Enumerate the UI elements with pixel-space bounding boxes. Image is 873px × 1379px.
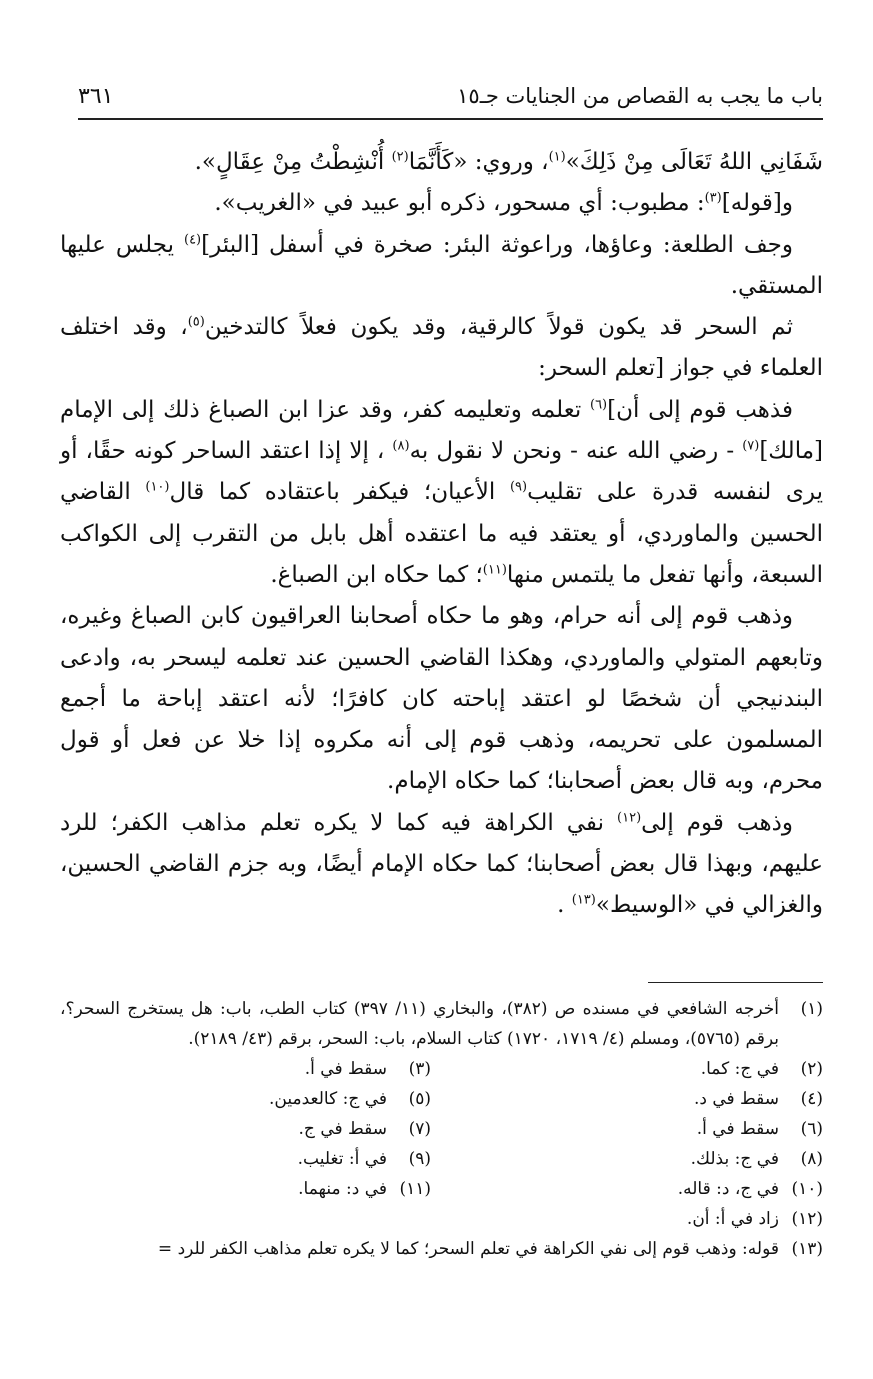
footnote-number: (١) (800, 999, 823, 1019)
footnote-text: في ج، د: قاله. (677, 1179, 779, 1199)
text-run: ، إلا إذا اعتقد الساحر كونه حقًا، أو يرى لنفسه قدرة على تقليب (60, 438, 824, 506)
text-run: و[قوله] (721, 190, 793, 217)
footnote-ref: (١١) (482, 562, 507, 578)
footnote-separator (648, 982, 823, 983)
footnote-ref: (٦) (589, 397, 608, 413)
text-run: - رضي الله عنه - ونحن لا نقول به (409, 438, 743, 465)
footnote-item (60, 1054, 431, 1084)
footnote-ref: (٢) (391, 149, 409, 165)
footnote-number: (٦) (800, 1119, 823, 1139)
page-number: ٣٦١ (78, 84, 114, 109)
text-run: القاضي الحسين والماوردي، أو يعتقد فيه ما اعتقده أهل بابل من التقرب إلى الكواكب السبعة، وأنها تفعل ما يلتمس منها (60, 479, 823, 588)
text-run: . (557, 892, 572, 919)
footnote-ref: (٤) (183, 231, 202, 247)
footnote-item (431, 1174, 823, 1204)
text-run: يجلس عليها المستقي. (60, 231, 823, 299)
main-text (60, 142, 823, 927)
footnote-item (60, 1114, 431, 1144)
footnote-item (60, 1084, 431, 1114)
footnote-item (60, 1144, 431, 1174)
footnote-text: سقط في أ. (696, 1119, 779, 1139)
footnote-number: (٧) (408, 1119, 431, 1139)
footnote-ref: (٣) (704, 190, 722, 206)
paragraph (60, 142, 823, 183)
footnote-ref: (١٠) (145, 479, 170, 495)
footnote-text: في ج: كما. (700, 1059, 779, 1079)
text-run: وذهب قوم إلى (641, 809, 793, 836)
footnote-text: سقط في ج. (298, 1119, 387, 1139)
paragraph (60, 390, 823, 596)
footnote-number: (٥) (408, 1089, 431, 1109)
footnote-item (60, 1204, 431, 1234)
footnote-ref: (٥) (187, 314, 205, 330)
footnote-number: (٣) (408, 1059, 431, 1079)
footnote-item (431, 1084, 823, 1114)
footnote-text: قوله: وذهب قوم إلى نفي الكراهة في تعلم السحر؛ كما لا يكره تعلم مذاهب الكفر للرد = (157, 1239, 779, 1259)
footnote-1 (60, 994, 823, 1054)
footnote-text: أخرجه الشافعي في مسنده ص (٣٨٢)، والبخاري (١١/ ٣٩٧) كتاب الطب، باب: هل يستخرج السحر؟، برقم (٥٧٦٥)، ومسلم (٤/ ١٧١٩، ١٧٢٠) كتاب السلام، باب: السحر، برقم (٤٣/ ٢١٨٩). (60, 999, 779, 1049)
text-run: ، وقد اختلف العلماء في جواز [تعلم السحر: (60, 314, 823, 382)
footnote-grid (60, 1054, 823, 1234)
footnote-text: في ج: كالعدمين. (269, 1089, 387, 1109)
footnote-ref: (٨) (392, 438, 410, 454)
text-run: تعلمه وتعليمه كفر، وقد عزا ابن الصباغ ذلك إلى الإمام [مالك] (60, 396, 823, 465)
footnote-text: زاد في أ: أن. (686, 1209, 779, 1229)
footnote-ref: (١٢) (617, 810, 642, 826)
paragraph (60, 307, 823, 390)
footnotes (60, 994, 823, 1264)
text-run: ؛ كما حكاه ابن الصباغ. (270, 561, 483, 588)
footnote-number: (٩) (408, 1149, 431, 1169)
text-run: نفي الكراهة فيه كما لا يكره تعلم مذاهب الكفر؛ للرد عليهم، وبهذا قال بعض أصحابنا؛ كما حكاه الإمام أيضًا، وبه جزم القاضي الحسين، والغزالي في «الوسيط» (60, 809, 823, 919)
header-title: باب ما يجب به القصاص من الجنايات جـ١٥ (457, 84, 823, 108)
footnote-number: (١١) (399, 1179, 431, 1199)
footnote-item (60, 1174, 431, 1204)
footnote-text: سقط في أ. (304, 1059, 387, 1079)
text-run: فذهب قوم إلى أن] (607, 396, 794, 423)
footnote-ref: (٧) (742, 438, 760, 454)
text-run: ثم السحر قد يكون قولاً كالرقية، وقد يكون فعلاً كالتدخين (204, 314, 793, 341)
paragraph (60, 596, 823, 802)
text-run: الأعيان؛ فيكفر باعتقاده كما قال (169, 479, 510, 506)
footnote-number: (٤) (800, 1089, 823, 1109)
footnote-ref: (٩) (509, 479, 528, 495)
footnote-number: (١٣) (791, 1239, 823, 1259)
text-run: أُنْشِطْتُ مِنْ عِقَالٍ». (194, 149, 392, 175)
footnote-item (431, 1114, 823, 1144)
text-run: وذهب قوم إلى أنه حرام، وهو ما حكاه أصحابنا العراقيون كابن الصباغ وغيره، وتابعهم المتولي والماوردي، وهكذا القاضي الحسين عند تعلمه ليسحر به، وادعى البندنيجي أن شخصًا لو اعتقد إباحته كان كافرًا؛ لأنه اعتقد إباحة ما أجمع المسلمون على تحريمه، وذهب قوم إلى أنه مكروه إذا خلا عن فعل أو قول محرم، وبه قال بعض أصحابنا؛ كما حكاه الإمام. (60, 603, 823, 795)
footnote-item (431, 1204, 823, 1234)
footnote-text: سقط في د. (693, 1089, 779, 1109)
paragraph (60, 225, 823, 308)
footnote-number: (١٢) (791, 1209, 823, 1229)
text-run: : مطبوب: أي مسحور، ذكره أبو عبيد في «الغريب». (214, 190, 705, 217)
footnote-number: (١٠) (791, 1179, 823, 1199)
footnote-number (387, 1204, 431, 1234)
footnote-text: في أ: تغليب. (297, 1149, 387, 1169)
footnote-number: (٨) (800, 1149, 823, 1169)
text-run: شَفَانِي اللهُ تَعَالَى مِنْ ذَلِكَ» (565, 149, 823, 175)
footnote-item (431, 1144, 823, 1174)
paragraph (60, 803, 823, 927)
text-run: وجف الطلعة: وعاؤها، وراعوثة البئر: صخرة في أسفل [البئر] (201, 231, 793, 258)
text-run: ، وروي: «كَأَنَّمَا (408, 149, 549, 175)
footnote-item (431, 1054, 823, 1084)
footnote-ref: (١٣) (571, 892, 596, 908)
footnote-text: في د: منهما. (298, 1179, 387, 1199)
running-header (78, 78, 823, 120)
footnote-ref: (١) (548, 149, 566, 165)
footnote-text: في ج: بذلك. (690, 1149, 779, 1169)
paragraph (60, 183, 823, 224)
footnote-13 (60, 1234, 823, 1264)
footnote-number: (٢) (800, 1059, 823, 1079)
